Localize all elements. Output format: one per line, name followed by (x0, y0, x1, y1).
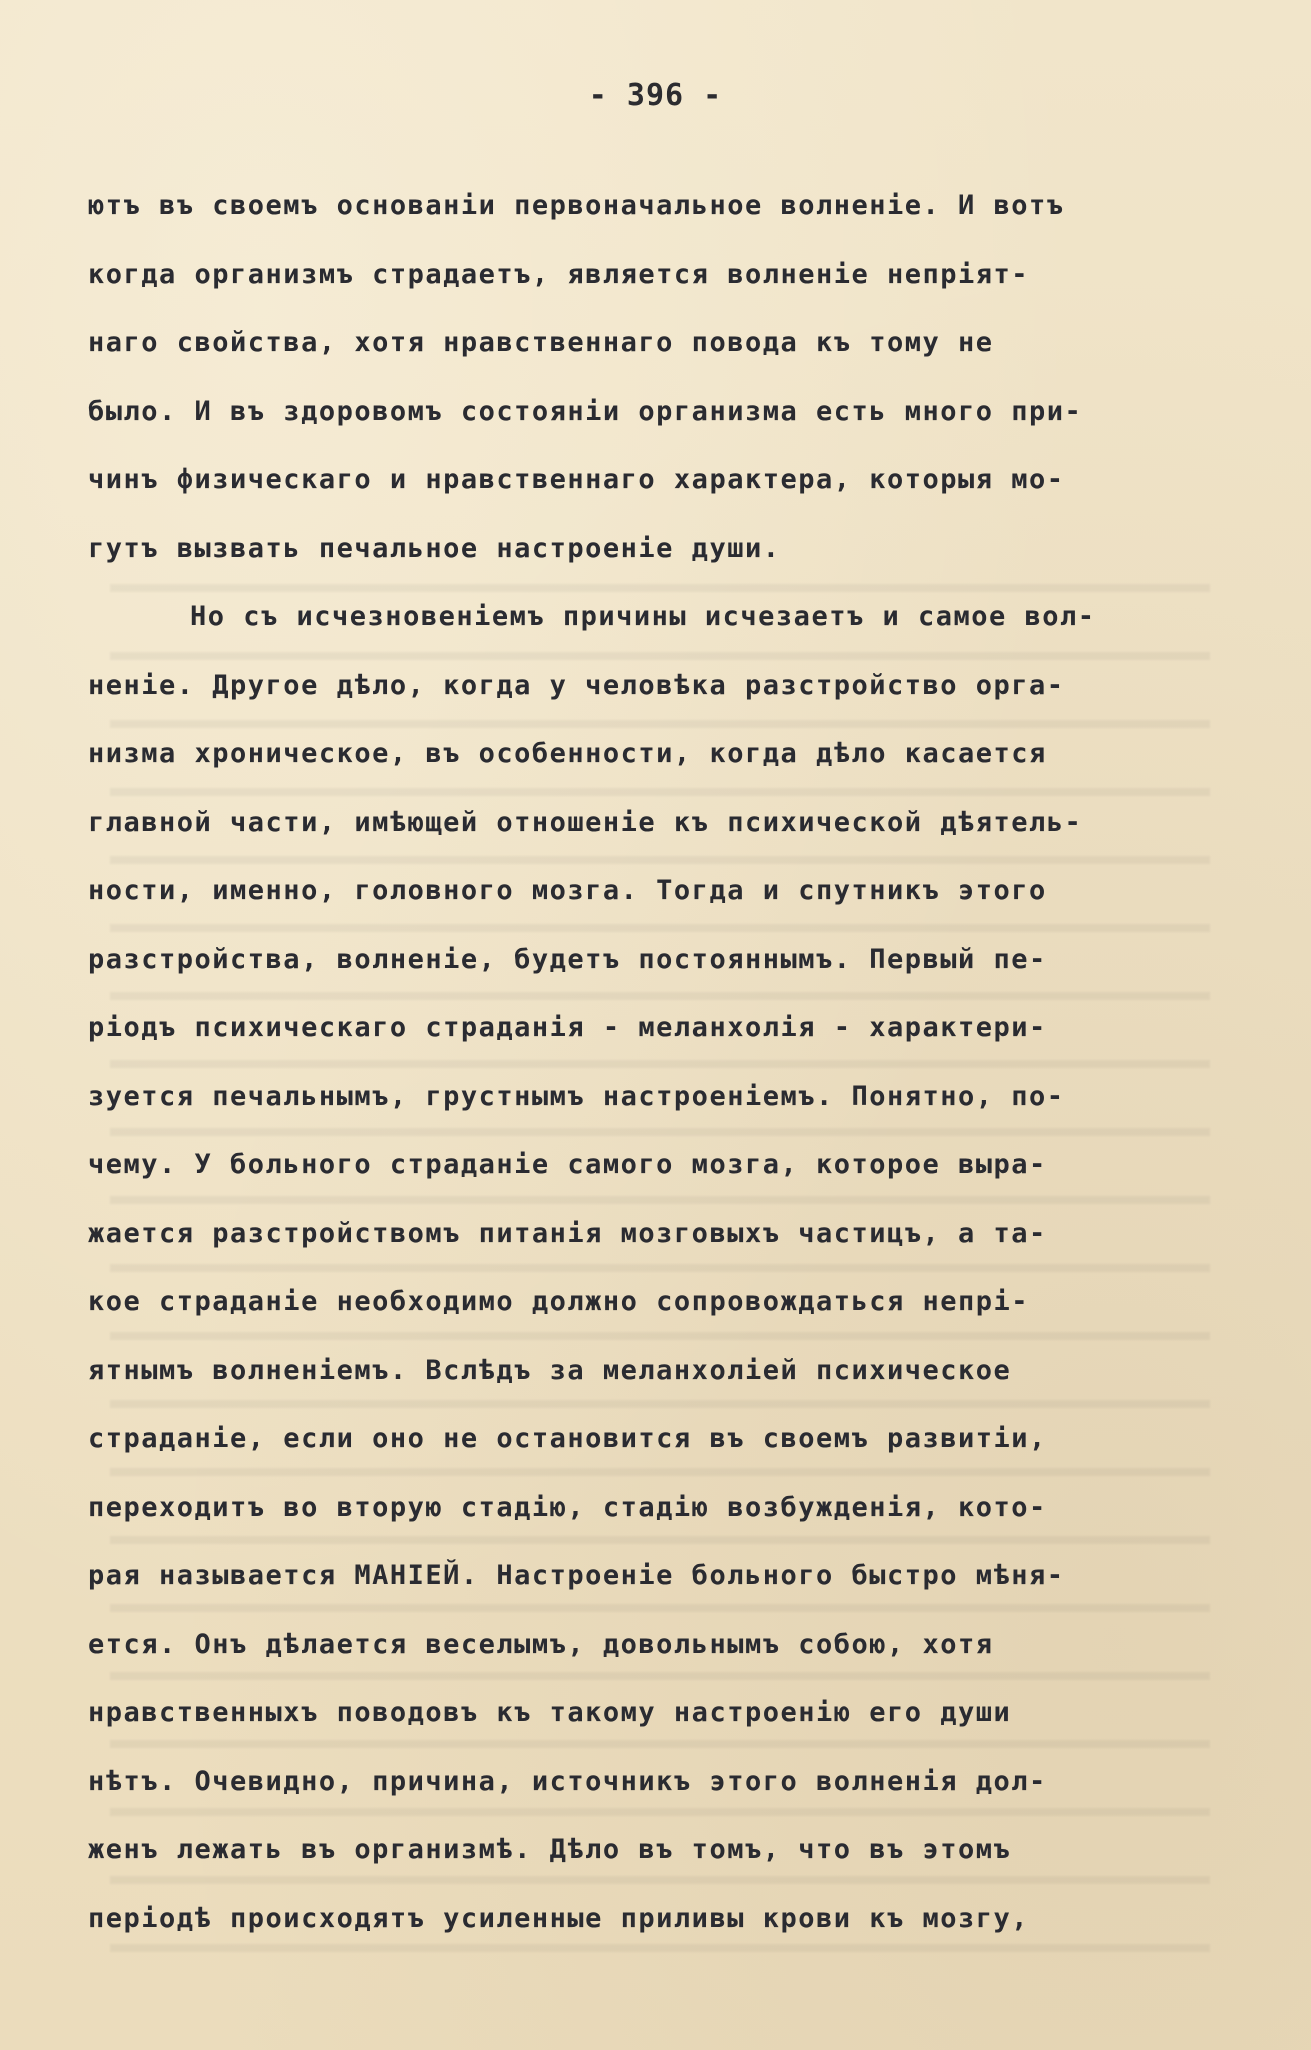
text-line: ютъ въ своемъ основанiи первоначальное волненiе. И вотъ (88, 190, 1065, 221)
body-text (88, 186, 1263, 1967)
text-line: нѣтъ. Очевидно, причина, источникъ этого волненiя дол- (88, 1765, 1047, 1797)
text-line: женъ лежать въ организмѣ. Дѣло въ томъ, что въ этомъ (88, 1834, 1012, 1865)
text-line: страданiе, если оно не остановится въ своемъ развитiи, (88, 1423, 1047, 1454)
text-line: ется. Онъ дѣлается веселымъ, довольнымъ собою, хотя (88, 1628, 994, 1660)
text-line: наго свойства, хотя нравственнаго повода къ тому не (88, 327, 994, 358)
page-number: - 396 - (588, 78, 723, 113)
text-line: жается разстройствомъ питанiя мозговыхъ частицъ, а та- (88, 1217, 1047, 1249)
text-line: когда организмъ страдаетъ, является волненiе непрiят- (88, 258, 1030, 290)
text-line: переходитъ во вторую стадiю, стадiю возбужденiя, кото- (88, 1491, 1047, 1523)
text-line: разстройства, волненiе, будетъ постояннымъ. Первый пе- (88, 943, 1047, 975)
text-line: главной части, имѣющей отношенiе къ психической дѣятель- (88, 806, 1083, 838)
text-line: рiодъ психическаго страданiя - меланхолiя - характери- (88, 1012, 1047, 1043)
text-line: рая называется МАНIЕЙ. Настроенiе больного быстро мѣня- (88, 1560, 1065, 1591)
text-line: ятнымъ волненiемъ. Вслѣдъ за меланхолiей психическое (88, 1354, 1012, 1386)
text-line: было. И въ здоровомъ состоянiи организма есть много при- (88, 395, 1083, 427)
text-line: Но съ исчезновенiемъ причины исчезаетъ и самое вол- (190, 601, 1096, 632)
text-line: зуется печальнымъ, грустнымъ настроенiемъ. Понятно, по- (88, 1080, 1065, 1112)
text-line: низма хроническое, въ особенности, когда дѣло касается (88, 738, 1047, 769)
text-line: чему. У больного страданiе самого мозга, которое выра- (88, 1149, 1047, 1180)
text-line: перiодѣ происходятъ усиленные приливы крови къ мозгу, (88, 1902, 1030, 1934)
text-line: гутъ вызвать печальное настроенiе души. (88, 532, 781, 564)
text-line: нравственныхъ поводовъ къ такому настроенiю его души (88, 1697, 1012, 1728)
text-line: чинъ физическаго и нравственнаго характера, которыя мо- (88, 464, 1065, 495)
text-line: ности, именно, головного мозга. Тогда и спутникъ этого (88, 875, 1047, 906)
text-line: кое страданiе необходимо должно сопровождаться непрi- (88, 1286, 1030, 1317)
text-line: ненiе. Другое дѣло, когда у человѣка разстройство орга- (88, 669, 1065, 701)
